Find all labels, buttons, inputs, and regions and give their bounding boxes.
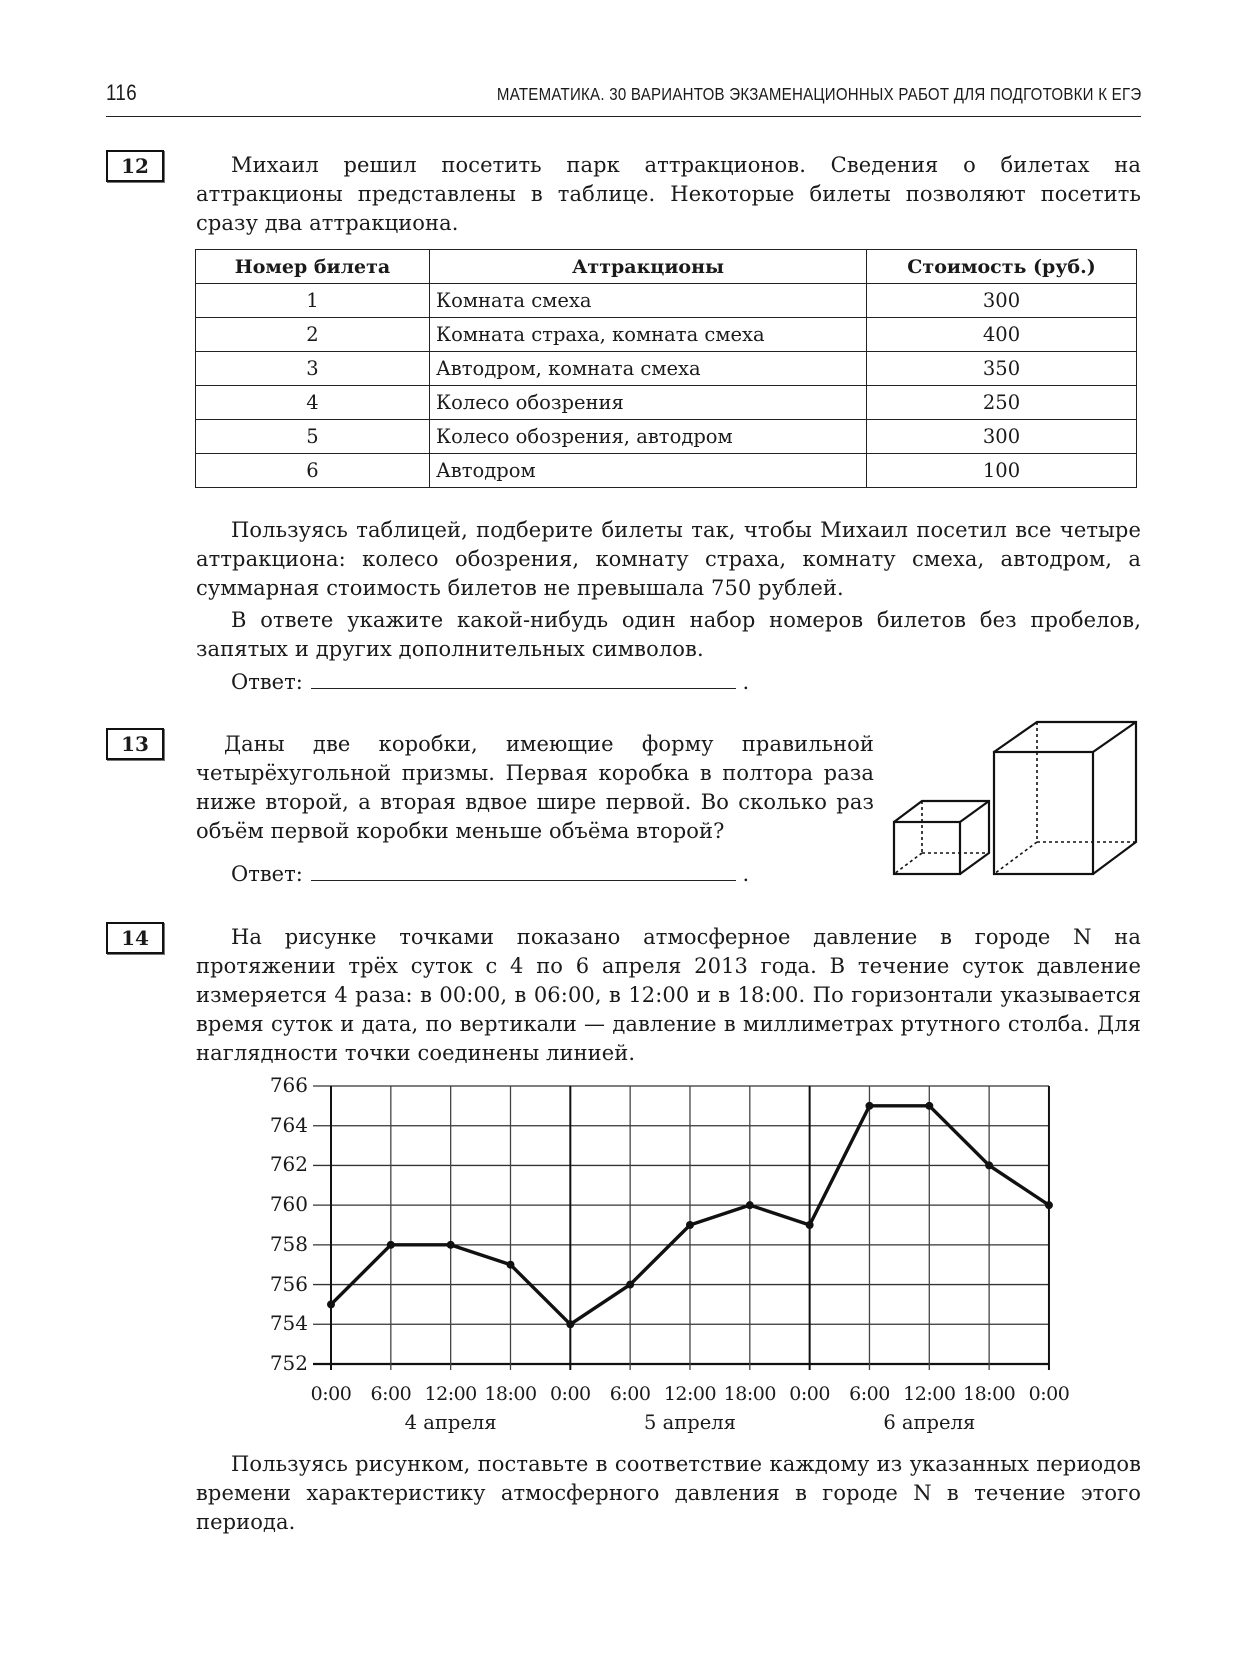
- task12-question: [196, 516, 1141, 603]
- data-point: [746, 1201, 754, 1209]
- col-ticket-number: Номер билета: [196, 250, 430, 284]
- ticket-price: 300: [867, 284, 1137, 318]
- y-tick-label: 756: [269, 1271, 308, 1296]
- col-price: Стоимость (руб.): [867, 250, 1137, 284]
- data-point: [447, 1241, 455, 1249]
- data-point: [806, 1221, 814, 1229]
- y-tick-label: 760: [269, 1192, 308, 1217]
- pressure-chart: [250, 1070, 1090, 1450]
- x-tick-label: 18:00: [484, 1383, 537, 1405]
- x-tick-label: 12:00: [903, 1383, 956, 1405]
- ticket-attractions: Колесо обозрения, автодром: [430, 420, 867, 454]
- ticket-attractions: Комната смеха: [430, 284, 867, 318]
- x-tick-label: 12:00: [663, 1383, 717, 1405]
- task13-text-body: Даны две коробки, имеющие форму правильной четырёхугольной призмы. Первая коробка в полтора раза ниже второй, а вторая вдвое шире первой. Во сколько раз объём первой коробки меньше объёма второй?: [196, 732, 874, 843]
- task12-answer: Ответ: .: [231, 670, 750, 694]
- task13-answer: Ответ: .: [231, 862, 750, 886]
- date-label: 5 апреля: [643, 1411, 736, 1434]
- task13-text: [196, 730, 874, 846]
- date-label: 4 апреля: [404, 1411, 497, 1434]
- table-row: [196, 454, 1137, 488]
- answer-input[interactable]: [311, 862, 736, 881]
- ticket-number: 1: [196, 284, 430, 318]
- tickets-table: [195, 249, 1137, 488]
- ticket-number: 6: [196, 454, 430, 488]
- data-point: [985, 1161, 993, 1169]
- table-row: [196, 318, 1137, 352]
- data-point: [566, 1320, 574, 1328]
- page-number: 116: [106, 80, 138, 105]
- table-row: [196, 352, 1137, 386]
- x-tick-label: 6:00: [609, 1383, 651, 1405]
- task14-text: [196, 923, 1141, 1068]
- task12-question-text: Пользуясь таблицей, подберите билеты так, чтобы Михаил посетил все четыре аттракциона: колесо обозрения, комнату страха, комнату смеха, автодром, а суммарная стоимость билетов не превышала 750 рублей.: [196, 518, 1141, 600]
- ticket-price: 100: [867, 454, 1137, 488]
- data-point: [1045, 1201, 1053, 1209]
- header-divider: [106, 116, 1141, 117]
- ticket-number: 2: [196, 318, 430, 352]
- answer-label: Ответ:: [231, 670, 303, 694]
- x-tick-label: 6:00: [849, 1383, 890, 1405]
- x-tick-label: 6:00: [370, 1383, 412, 1405]
- x-tick-label: 18:00: [723, 1383, 776, 1405]
- table-row: [196, 284, 1137, 318]
- y-tick-label: 764: [269, 1112, 308, 1137]
- large-box-icon: [994, 722, 1136, 874]
- data-point: [626, 1281, 634, 1289]
- col-attractions: Аттракционы: [430, 250, 867, 284]
- data-point: [925, 1102, 933, 1110]
- task-number-13: 13: [106, 728, 164, 760]
- task-number-12: 12: [106, 150, 164, 182]
- task12-intro: [196, 151, 1141, 238]
- table-header-row: [196, 250, 1137, 284]
- data-point: [865, 1102, 873, 1110]
- table-row: [196, 420, 1137, 454]
- x-tick-label: 12:00: [424, 1383, 477, 1405]
- task12-intro-text: Михаил решил посетить парк аттракционов. Сведения о билетах на аттракционы представлены в таблице. Некоторые билеты позволяют посетить сразу два аттракциона.: [196, 153, 1141, 235]
- ticket-attractions: Автодром, комната смеха: [430, 352, 867, 386]
- task14-text-body: На рисунке точками показано атмосферное давление в городе N на протяжении трёх суток с 4 по 6 апреля 2013 года. В течение суток давление измеряется 4 раза: в 00:00, в 06:00, в 12:00 и в 18:00. По горизонтали указывается время суток и дата, по вертикали — давление в миллиметрах ртутного столба. Для наглядности точки соединены линией.: [196, 925, 1141, 1065]
- y-tick-label: 766: [269, 1073, 308, 1097]
- data-point: [387, 1241, 395, 1249]
- ticket-price: 400: [867, 318, 1137, 352]
- ticket-price: 300: [867, 420, 1137, 454]
- ticket-attractions: Комната страха, комната смеха: [430, 318, 867, 352]
- table-row: [196, 386, 1137, 420]
- y-tick-label: 758: [269, 1231, 308, 1256]
- task-number-14: 14: [106, 922, 164, 954]
- x-tick-label: 0:00: [549, 1383, 591, 1405]
- ticket-attractions: Автодром: [430, 454, 867, 488]
- task14-question-text: Пользуясь рисунком, поставьте в соответствие каждому из указанных периодов времени характеристику атмосферного давления в городе N в течение этого периода.: [196, 1452, 1141, 1534]
- ticket-number: 3: [196, 352, 430, 386]
- small-box-icon: [894, 801, 989, 874]
- data-point: [686, 1221, 694, 1229]
- x-tick-label: 0:00: [1028, 1383, 1070, 1405]
- task14-question: [196, 1450, 1141, 1537]
- ticket-attractions: Колесо обозрения: [430, 386, 867, 420]
- data-point: [327, 1300, 335, 1308]
- boxes-figure: [880, 710, 1150, 890]
- y-tick-label: 762: [269, 1152, 308, 1177]
- book-title: МАТЕМАТИКА. 30 ВАРИАНТОВ ЭКЗАМЕНАЦИОННЫХ РАБОТ ДЛЯ ПОДГОТОВКИ К ЕГЭ: [496, 84, 1141, 104]
- x-tick-label: 0:00: [789, 1383, 830, 1405]
- task12-instruction-text: В ответе укажите какой-нибудь один набор номеров билетов без пробелов, запятых и других дополнительных символов.: [196, 608, 1141, 661]
- y-tick-label: 752: [269, 1351, 308, 1375]
- y-tick-label: 754: [269, 1311, 308, 1336]
- task12-instruction: [196, 606, 1141, 664]
- ticket-price: 250: [867, 386, 1137, 420]
- data-point: [506, 1261, 514, 1269]
- ticket-number: 5: [196, 420, 430, 454]
- ticket-price: 350: [867, 352, 1137, 386]
- answer-label: Ответ:: [231, 862, 303, 886]
- date-label: 6 апреля: [883, 1411, 976, 1434]
- ticket-number: 4: [196, 386, 430, 420]
- answer-input[interactable]: [311, 670, 736, 689]
- x-tick-label: 18:00: [962, 1383, 1016, 1405]
- x-tick-label: 0:00: [310, 1383, 352, 1405]
